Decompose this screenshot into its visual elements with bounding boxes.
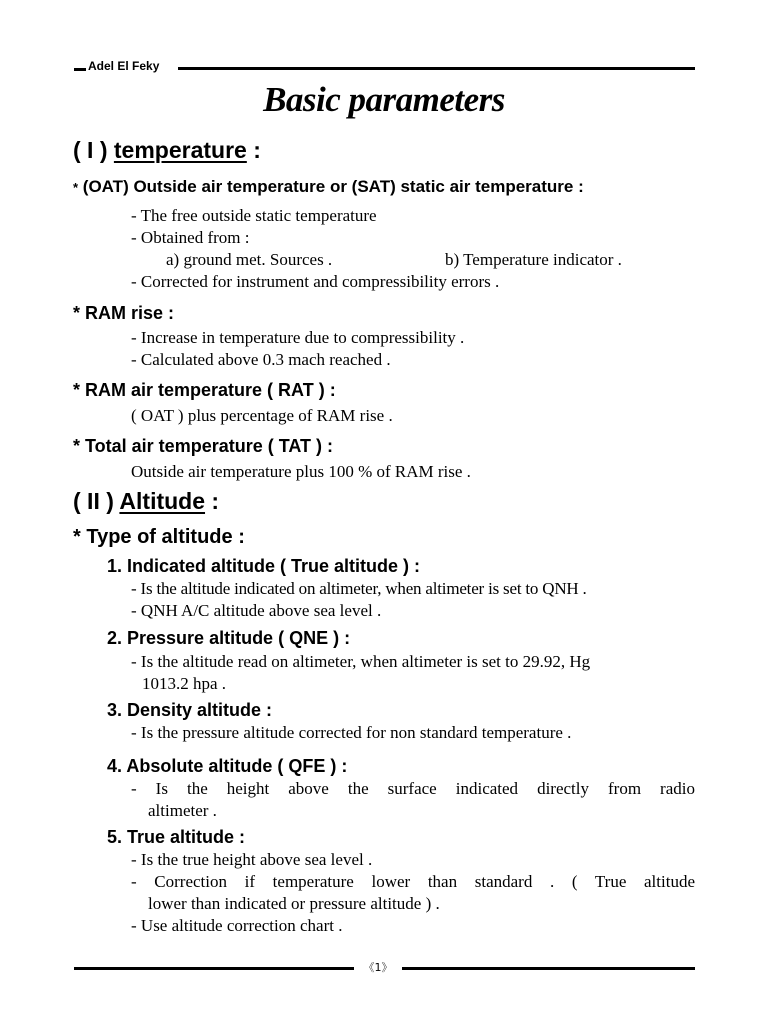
altitude-item-2-heading: 2. Pressure altitude ( QNE ) :	[107, 628, 351, 648]
page-title: Basic parameters	[263, 80, 505, 119]
type-of-altitude-heading: * Type of altitude :	[73, 526, 245, 548]
footer-rule-right	[402, 967, 695, 970]
tat-heading: * Total air temperature ( TAT ) :	[73, 436, 334, 456]
oat-sub-b: b) Temperature indicator .	[445, 250, 622, 269]
rat-line: ( OAT ) plus percentage of RAM rise .	[131, 406, 393, 425]
ram-rise-line-2: - Calculated above 0.3 mach reached .	[131, 350, 391, 369]
oat-line-2: - Obtained from :	[131, 228, 250, 247]
section-heading-altitude: ( II ) Altitude :	[73, 488, 220, 514]
ram-rise-line-1: - Increase in temperature due to compressibility .	[131, 328, 465, 347]
altitude-item-5-heading: 5. True altitude :	[107, 827, 246, 847]
altitude-item-5-line-3: lower than indicated or pressure altitude ) .	[148, 894, 440, 913]
altitude-item-4-heading: 4. Absolute altitude ( QFE ) :	[107, 756, 348, 776]
header-rule-right	[178, 67, 695, 70]
altitude-item-1-line-2: - QNH A/C altitude above sea level .	[131, 601, 382, 620]
altitude-item-5-line-4: - Use altitude correction chart .	[131, 916, 343, 935]
altitude-item-5-line-2: - Correction if temperature lower than standard . ( True altitude	[131, 872, 695, 891]
altitude-item-4-line-2: altimeter .	[148, 801, 217, 820]
footer-rule-left	[74, 967, 354, 970]
altitude-item-3-heading: 3. Density altitude :	[107, 700, 273, 720]
ram-rise-heading: * RAM rise :	[73, 303, 175, 323]
oat-line-1: - The free outside static temperature	[131, 206, 377, 225]
page-number: 《1》	[363, 961, 393, 974]
header-rule-left	[74, 68, 86, 71]
altitude-item-2-line-2: 1013.2 hpa .	[142, 674, 227, 693]
altitude-item-4-line-1: - Is the height above the surface indicated directly from radio	[131, 779, 695, 798]
altitude-item-1-line-1: - Is the altitude indicated on altimeter, when altimeter is set to QNH .	[131, 579, 587, 598]
section-heading-temperature: ( I ) temperature :	[73, 137, 261, 163]
header-author: Adel El Feky	[88, 59, 160, 73]
altitude-item-1-heading: 1. Indicated altitude ( True altitude ) :	[107, 556, 421, 576]
altitude-item-3-line-1: - Is the pressure altitude corrected for non standard temperature .	[131, 723, 572, 742]
rat-heading: * RAM air temperature ( RAT ) :	[73, 380, 336, 400]
altitude-item-2-line-1: - Is the altitude read on altimeter, when altimeter is set to 29.92, Hg	[131, 652, 591, 671]
oat-heading: * (OAT) Outside air temperature or (SAT) static air temperature :	[73, 177, 584, 196]
tat-line: Outside air temperature plus 100 % of RAM rise .	[131, 462, 471, 481]
oat-line-3: - Corrected for instrument and compressibility errors .	[131, 272, 500, 291]
altitude-item-5-line-1: - Is the true height above sea level .	[131, 850, 373, 869]
oat-sub-a: a) ground met. Sources .	[166, 250, 333, 269]
